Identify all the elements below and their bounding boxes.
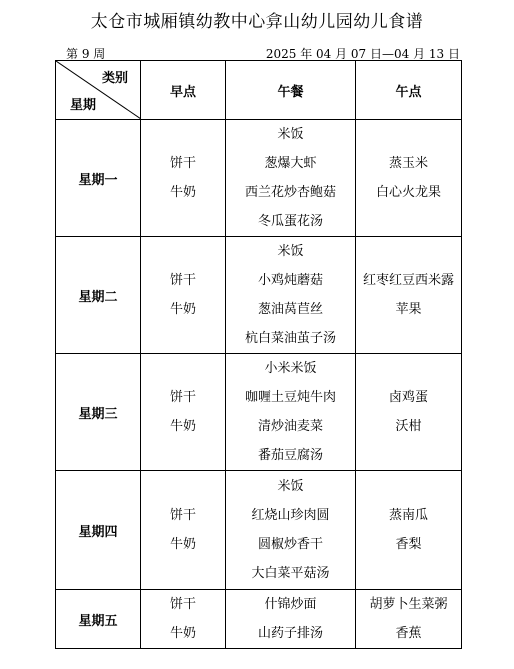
menu-item: 香梨: [395, 537, 422, 552]
menu-item: 米饭: [277, 479, 304, 494]
column-header-breakfast: 早点: [141, 61, 226, 120]
menu-item: 西兰花炒杏鲍菇: [244, 185, 336, 200]
snack-cell: [356, 471, 462, 590]
menu-item: 冬瓜蛋花汤: [257, 214, 323, 229]
lunch-cell: [226, 354, 356, 471]
menu-item: 胡萝卜生菜粥: [369, 597, 448, 612]
menu-item: 沃柑: [395, 419, 422, 434]
page-title: 太仓市城厢镇幼教中心弇山幼儿园幼儿食谱: [90, 12, 424, 32]
menu-table: [55, 60, 462, 649]
table-row: [56, 590, 462, 649]
corner-header-cell: [56, 61, 141, 120]
date-range: 2025 年 04 月 07 日—04 月 13 日: [265, 47, 460, 61]
breakfast-cell: [141, 120, 226, 237]
menu-item: 红烧山珍肉圆: [251, 508, 330, 523]
menu-item: 小鸡炖蘑菇: [257, 273, 323, 288]
menu-item: 杭白菜油茧子汤: [244, 331, 336, 346]
day-cell: 星期三: [56, 354, 141, 471]
menu-item: 牛奶: [169, 419, 196, 434]
menu-item: 什锦炒面: [264, 597, 317, 612]
menu-item: 葱爆大虾: [264, 156, 317, 171]
menu-item: 饼干: [169, 390, 196, 405]
menu-item: 牛奶: [169, 537, 196, 552]
table-row: [56, 120, 462, 237]
day-cell: 星期四: [56, 471, 141, 590]
menu-item: 蒸玉米: [388, 156, 428, 171]
menu-item: 小米米饭: [264, 361, 317, 376]
breakfast-cell: [141, 471, 226, 590]
menu-item: 圆椒炒香干: [257, 537, 323, 552]
menu-item: 白心火龙果: [375, 185, 441, 200]
lunch-cell: [226, 120, 356, 237]
menu-item: 米饭: [277, 244, 304, 259]
table-header-row: [56, 61, 462, 120]
menu-item: 蒸南瓜: [388, 508, 428, 523]
day-cell: 星期二: [56, 237, 141, 354]
menu-item: 葱油莴苣丝: [257, 302, 323, 317]
menu-item: 清炒油麦菜: [257, 419, 323, 434]
menu-item: 饼干: [169, 597, 196, 612]
menu-item: 苹果: [395, 302, 422, 317]
corner-category-label: 类别: [101, 71, 128, 86]
day-cell: 星期一: [56, 120, 141, 237]
menu-item: 大白菜平菇汤: [251, 566, 330, 581]
menu-item: 香蕉: [395, 626, 422, 641]
lunch-cell: [226, 471, 356, 590]
diagonal-divider: [56, 61, 141, 119]
snack-cell: [356, 354, 462, 471]
menu-item: 饼干: [169, 156, 196, 171]
menu-item: 番茄豆腐汤: [257, 448, 323, 463]
column-header-lunch: 午餐: [226, 61, 356, 120]
menu-item: 牛奶: [169, 626, 196, 641]
table-row: [56, 354, 462, 471]
column-header-snack: 午点: [356, 61, 462, 120]
menu-item: 卤鸡蛋: [388, 390, 428, 405]
menu-item: 饼干: [169, 508, 196, 523]
menu-item: 咖喱土豆炖牛肉: [244, 390, 336, 405]
snack-cell: [356, 590, 462, 649]
menu-item: 饼干: [169, 273, 196, 288]
corner-weekday-label: 星期: [70, 98, 97, 113]
menu-item: 米饭: [277, 127, 304, 142]
week-number: 第 9 周: [66, 47, 106, 61]
lunch-cell: [226, 237, 356, 354]
menu-item: 牛奶: [169, 302, 196, 317]
menu-item: 山药子排汤: [257, 626, 323, 641]
snack-cell: [356, 237, 462, 354]
menu-item: 红枣红豆西米露: [362, 273, 454, 288]
day-cell: 星期五: [56, 590, 141, 649]
snack-cell: [356, 120, 462, 237]
breakfast-cell: [141, 354, 226, 471]
menu-item: 牛奶: [169, 185, 196, 200]
breakfast-cell: [141, 590, 226, 649]
lunch-cell: [226, 590, 356, 649]
breakfast-cell: [141, 237, 226, 354]
table-row: [56, 237, 462, 354]
table-row: [56, 471, 462, 590]
